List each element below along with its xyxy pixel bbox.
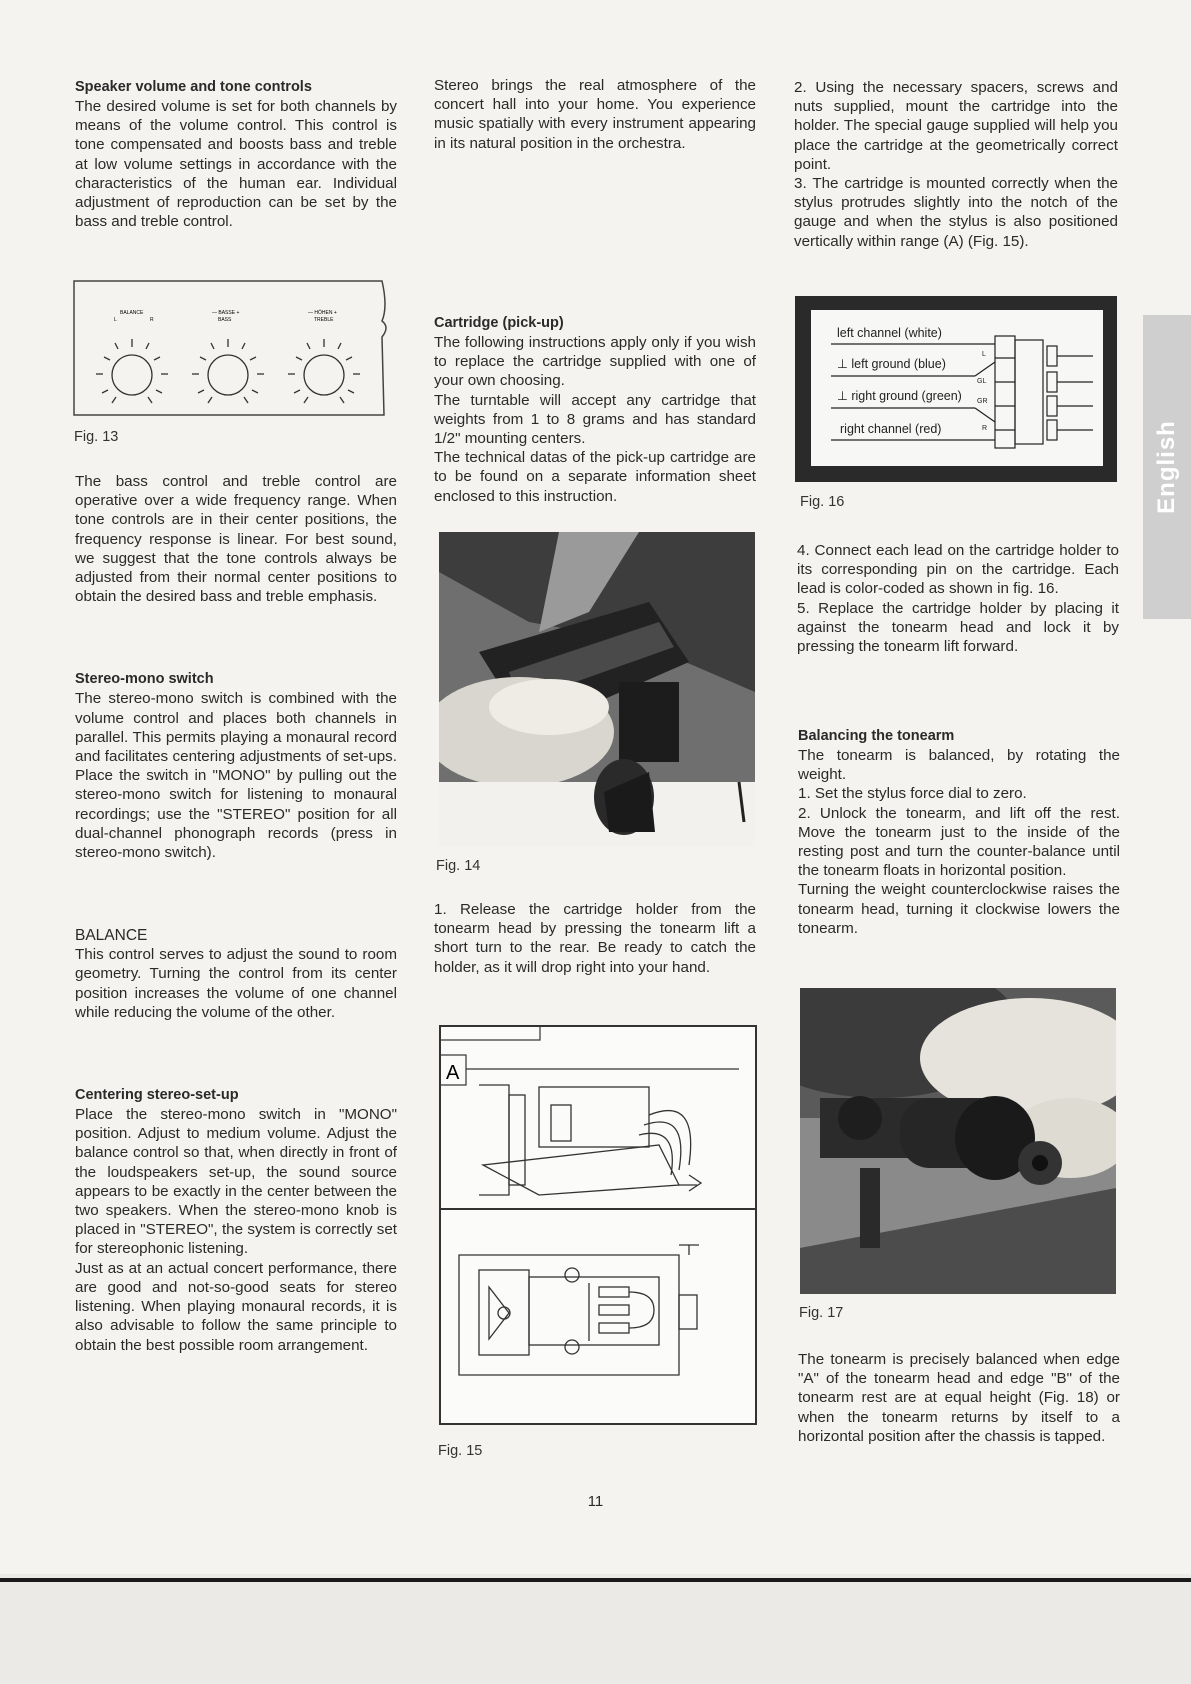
step3-text: 3. The cartridge is mounted correctly when the stylus protrudes slightly into the notch of the gauge and when the stylus is also positioned vertically within range (A) (Fig. 15). — [794, 175, 1118, 250]
column-left-lower — [75, 472, 397, 1355]
column-right — [794, 78, 1118, 251]
knob-balance-icon — [96, 339, 168, 403]
knob-bass-icon — [192, 339, 264, 403]
step5-text: 5. Replace the cartridge holder by placing it against the tonearm head and lock it by pressing the tonearm lift forward. — [797, 599, 1119, 656]
tone-text: The bass control and treble control are operative over a wide frequency range. When tone controls are in their center positions, the frequency response is linear. For best sound, we suggest that the tone controls always be adjusted from their normal center positions to obtain the desired bass and treble emphasis. — [75, 473, 397, 606]
balancing-step2: 2. Unlock the tonearm, and lift off the rest. Move the tonearm just to the inside of the resting post and turn the counter-balance until the tonearm floats in horizontal position. — [798, 804, 1120, 880]
cartridge-text-3: The technical datas of the pick-up cartridge are to be found on a separate information sheet enclosed to this instruction. — [434, 449, 756, 505]
scan-bottom-edge — [0, 1574, 1191, 1684]
wire-label-right-ground: ⊥ right ground (green) — [837, 389, 962, 403]
final-block — [798, 1350, 1120, 1446]
stereo-mono-heading: Stereo-mono switch — [75, 671, 214, 688]
balancing-step1: 1. Set the stylus force dial to zero. — [798, 785, 1027, 803]
balancing-section — [798, 727, 1120, 938]
wire-label-right-channel: right channel (red) — [840, 422, 942, 436]
fig14-caption: Fig. 14 — [436, 858, 481, 874]
pin-mark-r: R — [982, 425, 988, 432]
fig15-caption: Fig. 15 — [438, 1443, 483, 1459]
step1-text: 1. Release the cartridge holder from the tonearm head by pressing the tonearm lift a short turn to the rear. Be ready to catch the holder, as it will drop right into your hand. — [434, 901, 756, 976]
wire-label-left-ground: ⊥ left ground (blue) — [837, 357, 946, 371]
column-middle — [434, 76, 756, 153]
fig17-caption: Fig. 17 — [799, 1305, 844, 1321]
fig15-label-a: A — [446, 1062, 460, 1084]
cartridge-section — [434, 314, 756, 506]
step1-block — [434, 900, 756, 977]
cartridge-text-2: The turntable will accept any cartridge that weights from 1 to 8 grams and has standard 1/2" mounting centers. — [434, 391, 756, 448]
pin-mark-l: L — [982, 351, 986, 358]
fig16-wiring-diagram — [795, 296, 1117, 482]
speaker-text: The desired volume is set for both channels by means of the volume control. This control is tone compensated and boosts bass and treble at low volume settings in accordance with the characteristics of the human ear. Individual adjustment of reproduction can be set by the bass and treble control. — [75, 98, 397, 231]
intro-text: Stereo brings the real atmosphere of the concert hall into your home. You experience music spatially with every instrument appearing in its natural position in the orchestra. — [434, 77, 756, 152]
fig13-label-balance: BALANCE — [120, 310, 144, 316]
fig13-label-treble: TREBLE — [314, 317, 334, 323]
balance-text: This control serves to adjust the sound to room geometry. Turning the control from its center position increases the volume of one channel while reducing the volume of the other. — [75, 946, 397, 1021]
balancing-step3: Turning the weight counterclockwise raises the tonearm head, turning it clockwise lowers the tonearm. — [798, 881, 1120, 937]
cartridge-heading: Cartridge (pick-up) — [434, 315, 564, 331]
speaker-heading: Speaker volume and tone controls — [75, 79, 312, 95]
stereo-mono-text: The stereo-mono switch is combined with the volume control and places both channels in parallel. This permits playing a monaural record and facilitates centering adjustments of set-ups. Place the switch in "MONO" by pulling out the stereo-mono switch for listening to monaural recordings; use the "STEREO" position for all dual-channel phonograph records (press in stereo-mono switch). — [75, 690, 397, 862]
page-number: 11 — [587, 1493, 604, 1510]
fig16-caption: Fig. 16 — [800, 494, 845, 510]
centering-text-2: Just as at an actual concert performance, there are good and not-so-good seats for stereo listening. When playing monaural records, it is also advisable to follow the same principle to obtain the best possible room arrangement. — [75, 1259, 397, 1354]
knob-treble-icon — [288, 339, 360, 403]
fig14-photo — [439, 532, 755, 846]
fig13-label-r: R — [150, 317, 154, 323]
fig13-controls-panel — [72, 277, 390, 419]
fig15-cartridge-diagram — [439, 1025, 757, 1425]
balancing-intro: The tonearm is balanced, by rotating the weight. — [798, 747, 1120, 784]
cartridge-text-1: The following instructions apply only if you wish to replace the cartridge supplied with one of your own choosing. — [434, 334, 756, 390]
fig17-photo — [800, 988, 1116, 1294]
pin-mark-gl: GL — [977, 378, 987, 385]
centering-heading: Centering stereo-set-up — [75, 1087, 239, 1104]
fig13-caption: Fig. 13 — [74, 429, 119, 445]
fig13-label-l: L — [114, 317, 117, 323]
language-tab-label: English — [1153, 420, 1180, 514]
fig13-label-basse: — BASSE + — [212, 310, 240, 316]
language-tab — [1143, 315, 1191, 619]
step4-text: 4. Connect each lead on the cartridge holder to its corresponding pin on the cartridge. Each lead is color-coded as shown in fig. 16. — [797, 542, 1119, 598]
balancing-heading: Balancing the tonearm — [798, 728, 955, 744]
fig13-label-hoehen: — HÖHEN + — [308, 310, 337, 316]
centering-text: Place the stereo-mono switch in "MONO" position. Adjust to medium volume. Adjust the balance control so that, when directly in front of the loudspeakers set-up, the sound source appears to be exactly in the center between the two speakers. When the stereo-mono knob is placed in "STEREO", the system is correctly set for stereophonic listening. — [75, 1106, 397, 1258]
final-text: The tonearm is precisely balanced when edge "A" of the tonearm head and edge "B" of the tonearm rest are at equal height (Fig. 18) or when the tonearm returns by itself to a horizontal position after the chassis is tapped. — [798, 1351, 1120, 1445]
wire-label-left-channel: left channel (white) — [837, 326, 942, 340]
pin-mark-gr: GR — [977, 398, 988, 405]
balance-heading: BALANCE — [75, 927, 148, 945]
steps4-5-block — [797, 541, 1119, 656]
step2-text: 2. Using the necessary spacers, screws and nuts supplied, mount the cartridge into the holder. The special gauge supplied will help you place the cartridge at the geometrically correct point. — [794, 79, 1118, 173]
column-left — [75, 78, 397, 231]
fig13-label-bass: BASS — [218, 317, 232, 323]
scan-edge-line — [0, 1578, 1191, 1582]
